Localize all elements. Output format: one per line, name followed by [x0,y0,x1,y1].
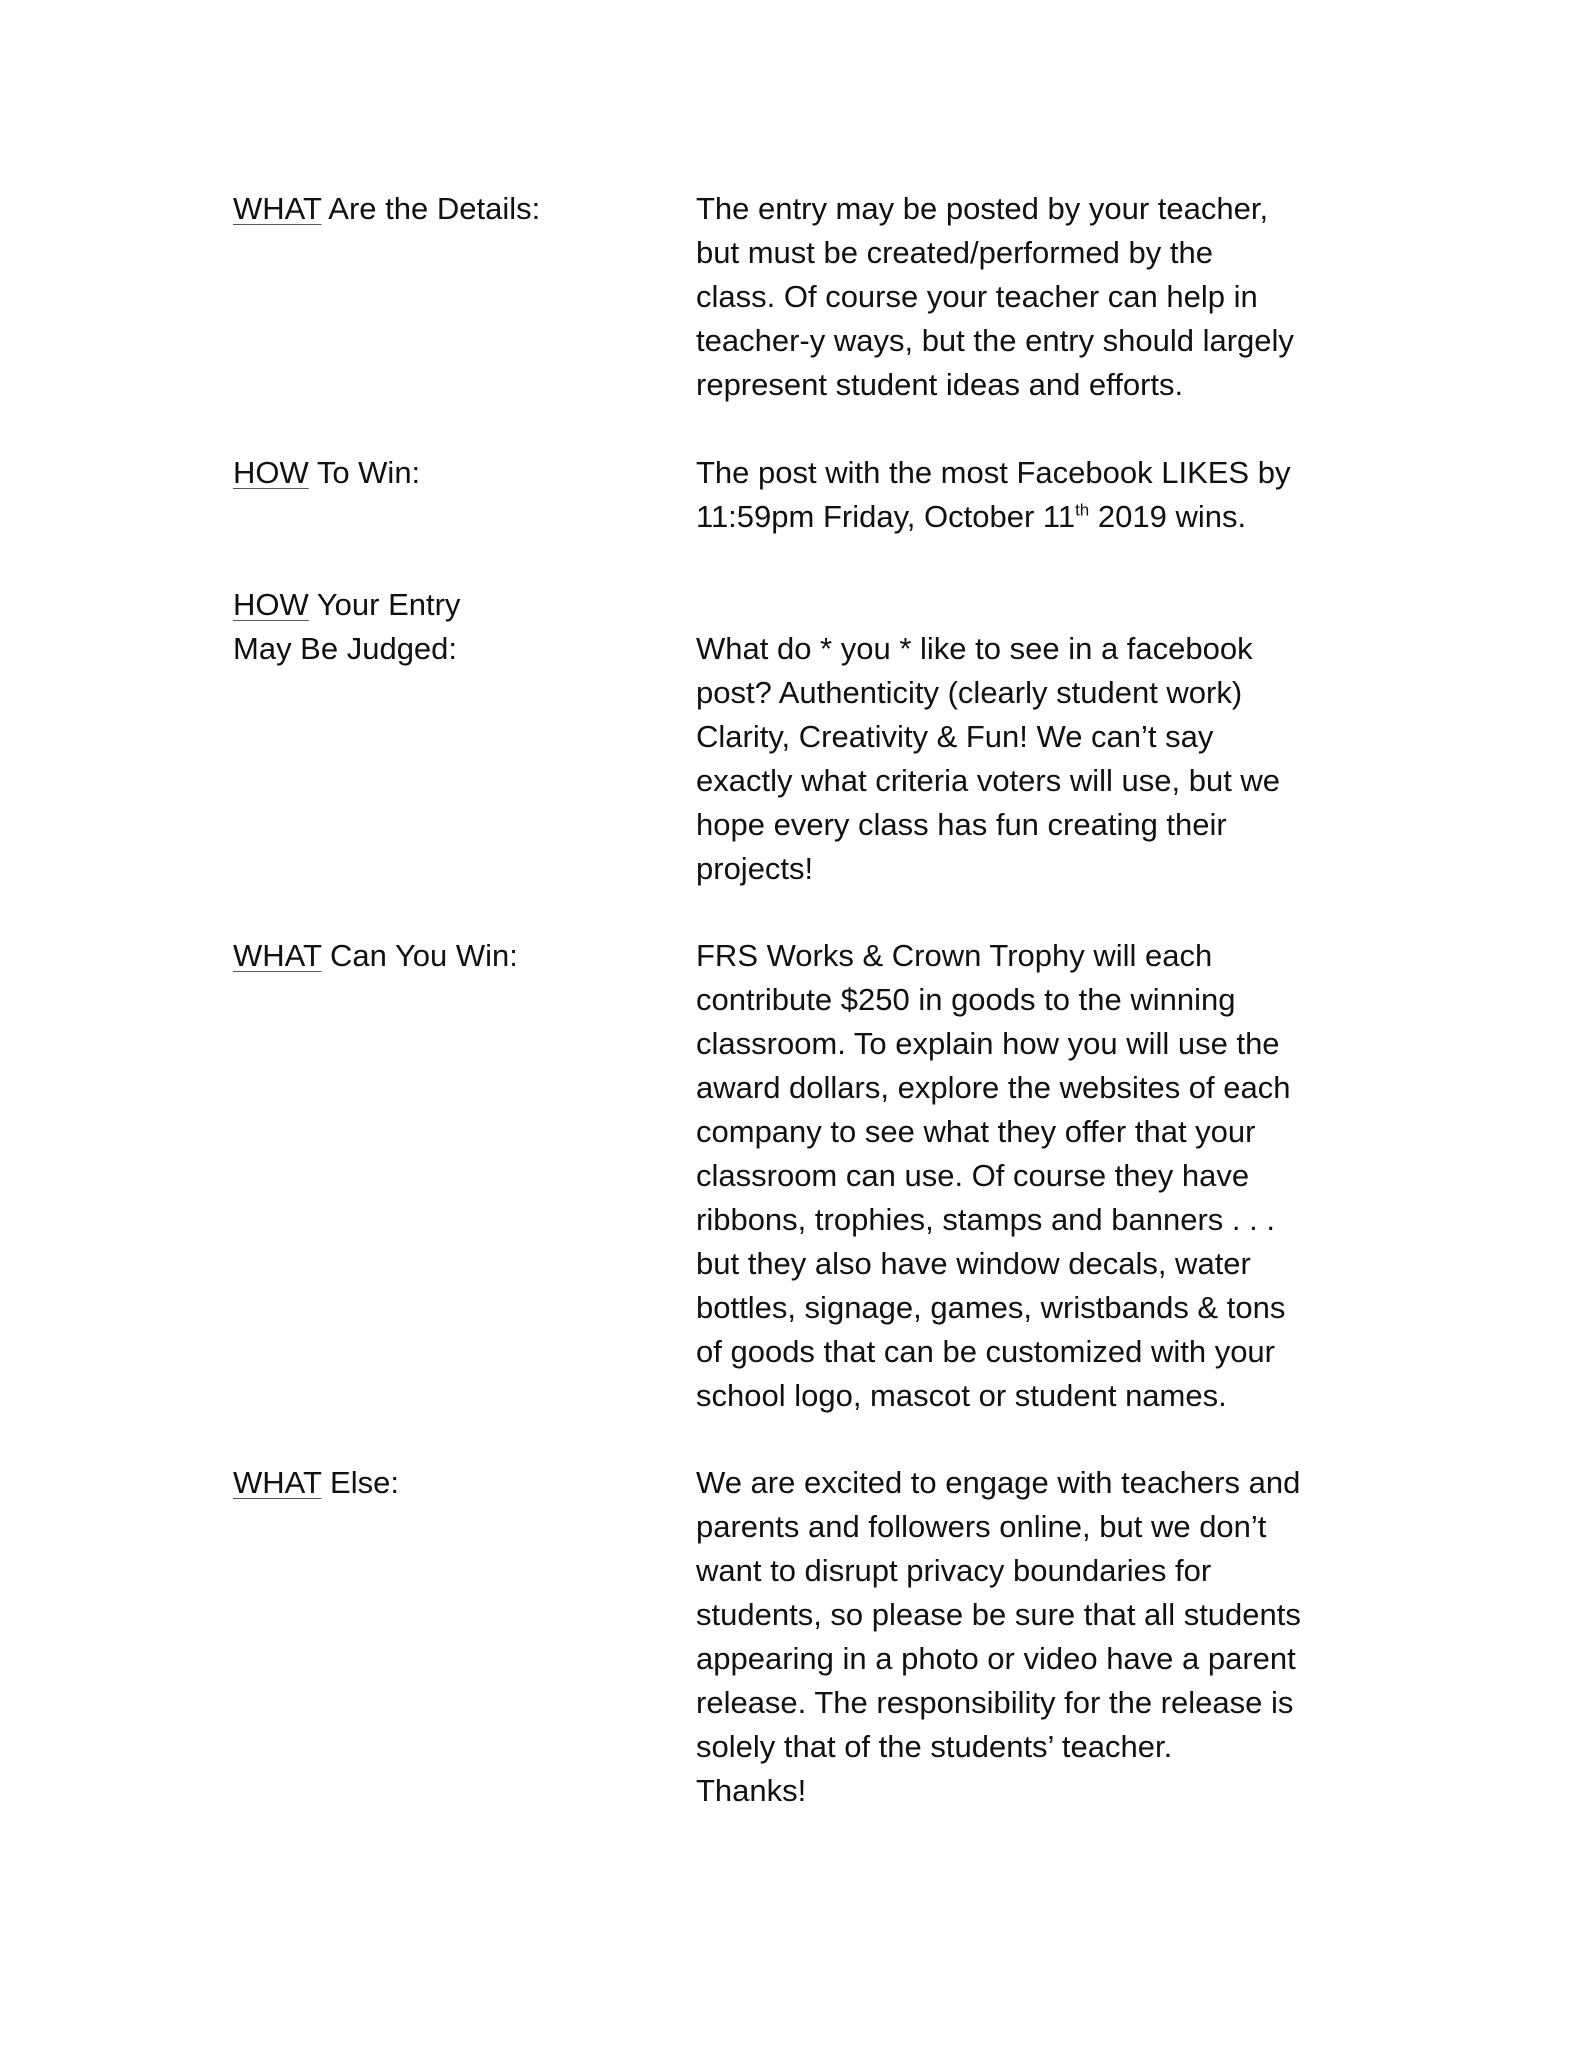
prize-label-text: Can You Win: [321,938,518,973]
judging-paragraph [696,627,1280,891]
deadline-text: 11:59pm Friday, October 11 [696,499,1076,534]
else-line: We are excited to engage with teachers and [696,1465,1301,1500]
prize-line: of goods that can be customized with your [696,1334,1275,1369]
judging-line: What do * you * like to see in a facebook [696,631,1253,666]
how-to-win-paragraph [696,451,1290,539]
judging-label-text: Your Entry [308,587,461,622]
how-to-win-label [233,451,420,495]
else-line: appearing in a photo or video have a parent [696,1641,1296,1676]
prize-line: classroom. To explain how you will use the [696,1026,1280,1061]
details-line: The entry may be posted by your teacher, [696,191,1269,226]
judging-label [233,583,460,671]
details-line: represent student ideas and efforts. [696,367,1184,402]
deadline-line [696,495,1290,539]
details-line: teacher-y ways, but the entry should largely [696,323,1294,358]
how-to-win-label-text: To Win: [308,455,421,490]
else-line: solely that of the students’ teacher. [696,1729,1173,1764]
deadline-year: 2019 wins. [1089,499,1247,534]
judging-line: Clarity, Creativity & Fun! We can’t say [696,719,1214,754]
else-line: want to disrupt privacy boundaries for [696,1553,1212,1588]
judging-line: hope every class has fun creating their [696,807,1227,842]
else-paragraph [696,1461,1301,1813]
prize-line: school logo, mascot or student names. [696,1378,1227,1413]
prize-line: contribute $250 in goods to the winning [696,982,1236,1017]
how-to-win-keyword: HOW [233,455,309,490]
deadline-ordinal: th [1075,500,1090,520]
else-line: parents and followers online, but we don’t [696,1509,1267,1544]
else-label-text: Else: [321,1465,399,1500]
judging-label-line-2: May Be Judged: [233,631,458,666]
prize-line: ribbons, trophies, stamps and banners . . . [696,1202,1275,1237]
prize-keyword: WHAT [233,938,322,973]
prize-line: bottles, signage, games, wristbands & tons [696,1290,1286,1325]
details-line: class. Of course your teacher can help in [696,279,1258,314]
prize-line: FRS Works & Crown Trophy will each [696,938,1213,973]
details-line: but must be created/performed by the [696,235,1213,270]
judging-label-line-1 [233,583,460,627]
else-keyword: WHAT [233,1465,322,1500]
prize-line: classroom can use. Of course they have [696,1158,1250,1193]
details-keyword: WHAT [233,191,322,226]
how-to-win-line: The post with the most Facebook LIKES by [696,455,1291,490]
judging-line: projects! [696,851,814,886]
details-paragraph [696,187,1294,407]
prize-line: award dollars, explore the websites of each [696,1070,1291,1105]
prize-label [233,934,518,978]
judging-line: exactly what criteria voters will use, but we [696,763,1281,798]
else-line: Thanks! [696,1773,807,1808]
details-label [233,187,540,231]
prize-line: but they also have window decals, water [696,1246,1251,1281]
prize-line: company to see what they offer that your [696,1114,1256,1149]
else-line: release. The responsibility for the release is [696,1685,1294,1720]
else-line: students, so please be sure that all students [696,1597,1301,1632]
details-label-text: Are the Details: [321,191,541,226]
else-label [233,1461,399,1505]
prize-paragraph [696,934,1291,1418]
judging-line: post? Authenticity (clearly student work) [696,675,1243,710]
judging-keyword: HOW [233,587,309,622]
